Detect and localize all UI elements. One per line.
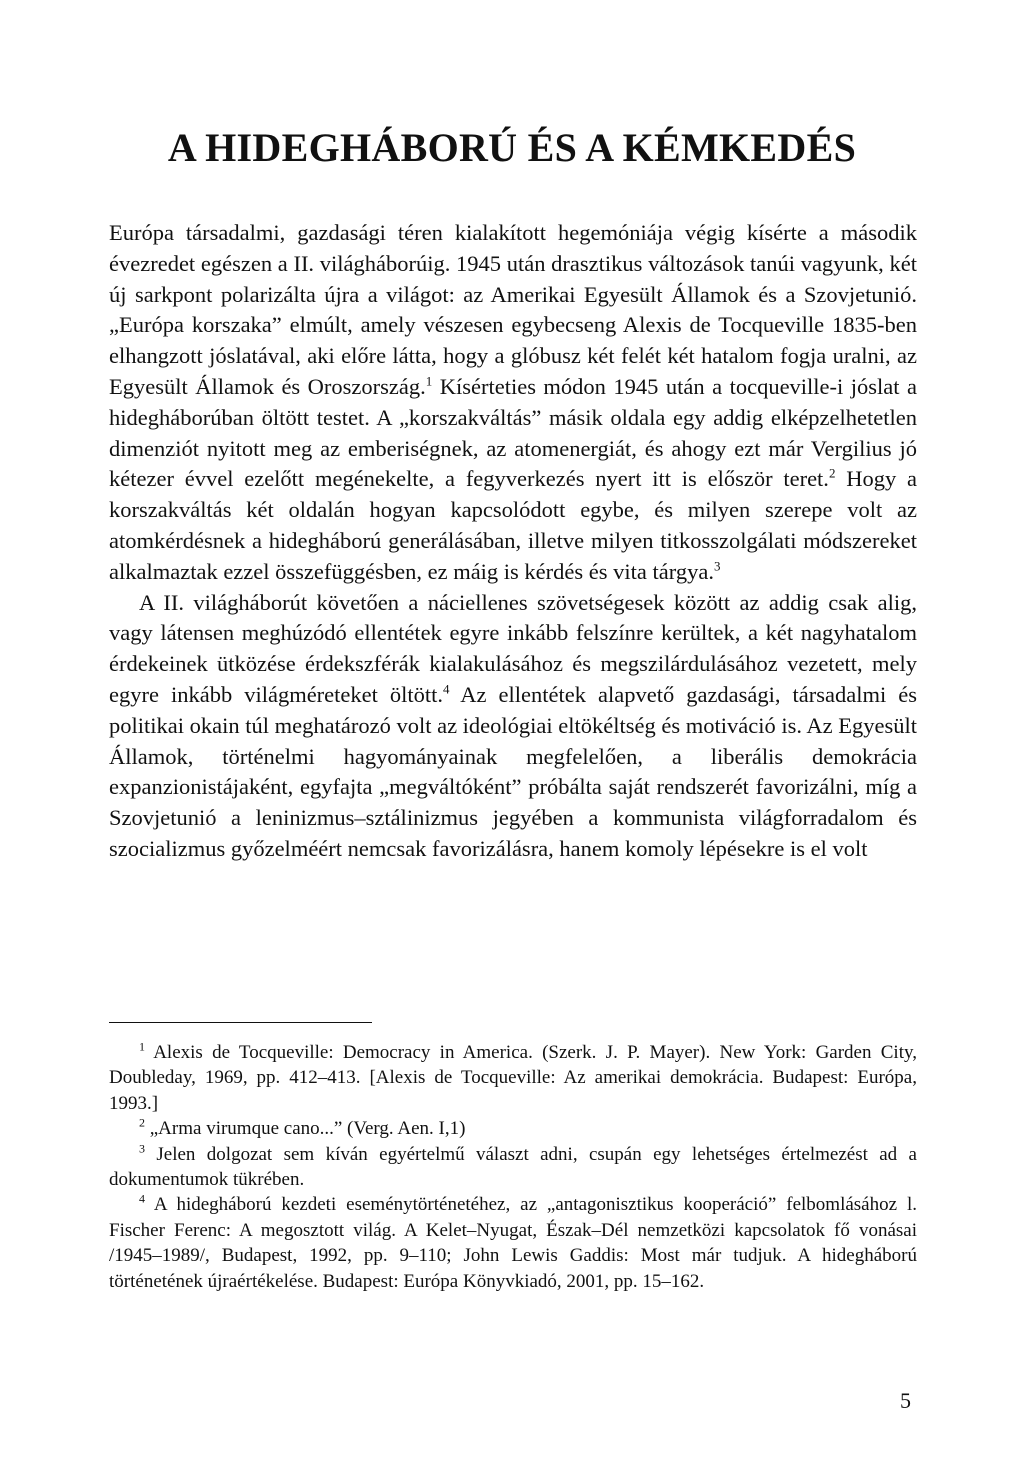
- footnote-text: Jelen dolgozat sem kíván egyértelmű választ adni, csupán egy lehetséges értelmezést ad a dokumentumok tükrében.: [109, 1143, 917, 1191]
- footnote-ref-2: 2: [828, 465, 836, 481]
- footnote-number: 2: [139, 1115, 145, 1130]
- footnote-text: „Arma virumque cano...” (Verg. Aen. I,1): [145, 1118, 466, 1140]
- footnote-number: 4: [139, 1192, 145, 1207]
- footnote-ref-4: 4: [443, 681, 450, 697]
- paragraph-1-text-2: Kísérteties módon 1945 után a tocqueville-i jóslat a hidegháborúban öltött testet. A „korszakváltás” másik oldala egy addig elképzelhetetlen dimenziót nyitott meg az emberiségnek, az atomenergiát, és ahogy ezt már Vergilius jó kétezer évvel ezelőtt megénekelte, a fegyverkezés nyert itt is először teret.: [109, 373, 917, 492]
- footnote-4: [109, 1192, 917, 1294]
- paragraph-1-text-3: Hogy a korszakváltás két oldalán hogyan kapcsolódott egybe, és milyen szerepe volt az atomkérdésnek a hidegháború generálásában, illetve milyen titkosszolgálati módszereket alkalmaztak ezzel összefüggésben, ez máig is kérdés és vita tárgya.: [109, 466, 917, 584]
- body-text: [109, 218, 917, 865]
- footnote-2: [109, 1116, 917, 1141]
- footnote-1: [109, 1040, 917, 1116]
- footnote-ref-3: 3: [713, 558, 721, 574]
- paragraph-2: [109, 588, 917, 865]
- page-number: 5: [900, 1388, 911, 1413]
- paragraph-1: [109, 218, 917, 588]
- footnotes: [109, 1040, 917, 1294]
- footnote-3: [109, 1142, 917, 1193]
- footnote-ref-1: 1: [425, 373, 433, 389]
- footnote-number: 3: [139, 1141, 145, 1156]
- paragraph-1-text-1: Európa társadalmi, gazdasági téren kialakított hegemóniája végig kísérte a második évezredet egészen a II. világháborúig. 1945 után drasztikus változások tanúi vagyunk, két új sarkpont polarizálta újra a világot: az Amerikai Egyesült Államok és a Szovjetunió. „Európa korszaka” elmúlt, amely vészesen egybecseng Alexis de Tocqueville 1835-ben elhangzott jóslatával, aki előre látta, hogy a glóbusz két felét két hatalom fogja uralni, az Egyesült Államok és Oroszország.: [109, 220, 917, 399]
- page-title: A HIDEGHÁBORÚ ÉS A KÉMKEDÉS: [167, 125, 857, 170]
- footnote-text: A hidegháború kezdeti eseménytörténetéhez, az „antagonisztikus kooperáció” felbomlásához l. Fischer Ferenc: A megosztott világ. A Kelet–Nyugat, Észak–Dél nemzetközi kapcsolatok fő vonásai /1945–1989/, Budapest, 1992, pp. 9–110; John Lewis Gaddis: Most már tudjuk. A hidegháború történetének újraértékelése. Budapest: Európa Könyvkiadó, 2001, pp. 15–162.: [109, 1194, 917, 1292]
- footnote-number: 1: [139, 1039, 145, 1054]
- footnote-text: Alexis de Tocqueville: Democracy in America. (Szerk. J. P. Mayer). New York: Garden City, Doubleday, 1969, pp. 412–413. [Alexis de Tocqueville: Az amerikai demokrácia. Budapest: Európa, 1993.]: [109, 1042, 917, 1114]
- footnote-separator: [109, 1022, 372, 1023]
- paragraph-2-text-1: A II. világháborút követően a náciellenes szövetségesek között az addig csak alig, vagy látensen meghúzódó ellentétek egyre inkább felszínre kerültek, a két nagyhatalom érdekeinek ütközése érdekszférák kialakulásához és megszilárdulásához vezetett, mely egyre inkább világméreteket öltött.: [109, 589, 917, 707]
- paragraph-2-text-2: Az ellentétek alapvető gazdasági, társadalmi és politikai okain túl meghatározó volt az ideológiai eltökéltség és motiváció is. Az Egyesült Államok, történelmi hagyományainak megfelelően, a liberális demokrácia expanzionistájaként, egyfajta „megváltóként” próbálta saját rendszerét favorizálni, míg a Szovjetunió a leninizmus–sztálinizmus jegyében a kommunista világforradalom és szocializmus győzelméért nemcsak favorizálásra, hanem komoly lépésekre is el volt: [109, 681, 917, 861]
